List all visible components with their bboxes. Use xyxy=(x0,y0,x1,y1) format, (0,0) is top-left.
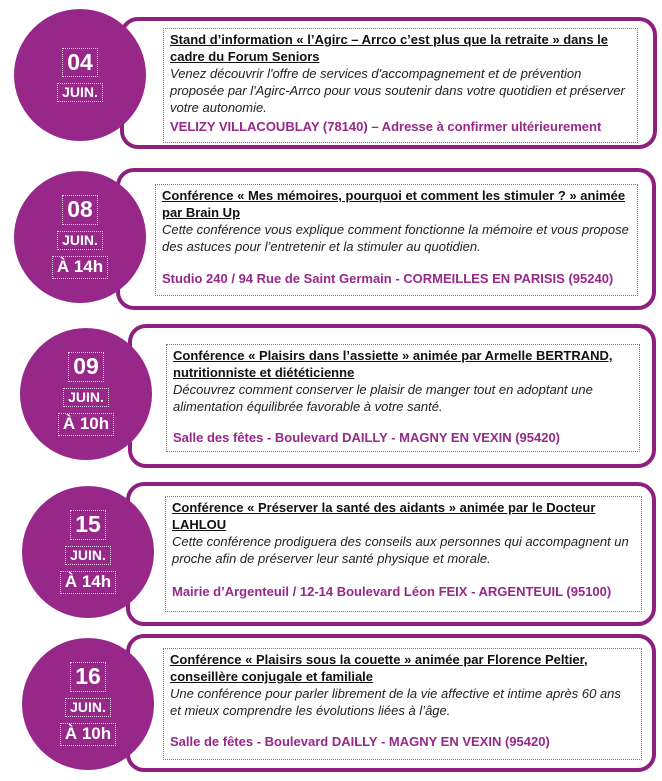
event-description: Une conférence pour parler librement de la vie affective et intime après 60 ans et mieux comprendre les évolutions liées à l’âge. xyxy=(170,686,621,718)
event-details xyxy=(163,648,642,760)
event-description: Cette conférence vous explique comment fonctionne la mémoire et vous propose des astuces pour l’entretenir et la stimuler au quotidien. xyxy=(162,222,629,254)
event-title: Conférence « Plaisirs sous la couette » animée par Florence Peltier, conseillère conjugale et familiale xyxy=(170,652,588,684)
event-title: Conférence « Plaisirs dans l’assiette » animée par Armelle BERTRAND, nutritionniste et diététicienne xyxy=(173,348,613,380)
event-location: Salle de fêtes - Boulevard DAILLY - MAGNY EN VEXIN (95420) xyxy=(170,734,550,749)
event-month: JUIN. xyxy=(65,698,111,717)
event-description: Découvrez comment conserver le plaisir de manger tout en adoptant une alimentation équilibrée favorable à votre santé. xyxy=(173,382,593,414)
event-month: JUIN. xyxy=(57,83,103,102)
date-badge xyxy=(14,9,146,141)
event-day: 16 xyxy=(70,662,106,691)
event-location: Salle des fêtes - Boulevard DAILLY - MAGNY EN VEXIN (95420) xyxy=(173,430,560,445)
event-location: VELIZY VILLACOUBLAY (78140) – Adresse à confirmer ultérieurement xyxy=(170,119,602,134)
event-title: Conférence « Mes mémoires, pourquoi et comment les stimuler ? » animée par Brain Up xyxy=(162,188,626,220)
event-card xyxy=(0,628,662,781)
event-card xyxy=(0,0,662,155)
event-title: Conférence « Préserver la santé des aidants » animée par le Docteur LAHLOU xyxy=(172,500,596,532)
event-description: Cette conférence prodiguera des conseils aux personnes qui accompagnent un proche afin de préserver leur santé physique et morale. xyxy=(172,534,629,566)
event-details xyxy=(163,28,638,143)
event-month: JUIN. xyxy=(63,388,109,407)
event-title: Stand d’information « l’Agirc – Arrco c’est plus que la retraite » dans le cadre du Forum Seniors xyxy=(170,32,609,64)
event-hour: À 10h xyxy=(60,723,116,746)
date-badge xyxy=(22,486,154,618)
event-hour: À 14h xyxy=(52,256,108,279)
event-month: JUIN. xyxy=(65,546,111,565)
event-location: Studio 240 / 94 Rue de Saint Germain - CORMEILLES EN PARISIS (95240) xyxy=(162,271,614,286)
event-details xyxy=(155,184,638,296)
event-hour: À 10h xyxy=(58,413,114,436)
event-day: 04 xyxy=(62,48,98,77)
event-card xyxy=(0,474,662,629)
date-badge xyxy=(20,328,152,460)
event-card xyxy=(0,160,662,320)
event-month: JUIN. xyxy=(57,231,103,250)
event-day: 09 xyxy=(68,352,104,381)
date-badge xyxy=(14,171,146,303)
event-day: 08 xyxy=(62,195,98,224)
event-details xyxy=(166,344,640,452)
event-card xyxy=(0,318,662,473)
date-badge xyxy=(22,638,154,770)
event-location: Mairie d’Argenteuil / 12-14 Boulevard Léon FEIX - ARGENTEUIL (95100) xyxy=(172,584,612,599)
event-hour: À 14h xyxy=(60,571,116,594)
event-description: Venez découvrir l'offre de services d'accompagnement et de prévention proposée par l'Agirc-Arrco pour vous soutenir dans votre quotidien et préserver votre autonomie. xyxy=(170,66,625,115)
event-day: 15 xyxy=(70,510,106,539)
event-details xyxy=(165,496,642,612)
